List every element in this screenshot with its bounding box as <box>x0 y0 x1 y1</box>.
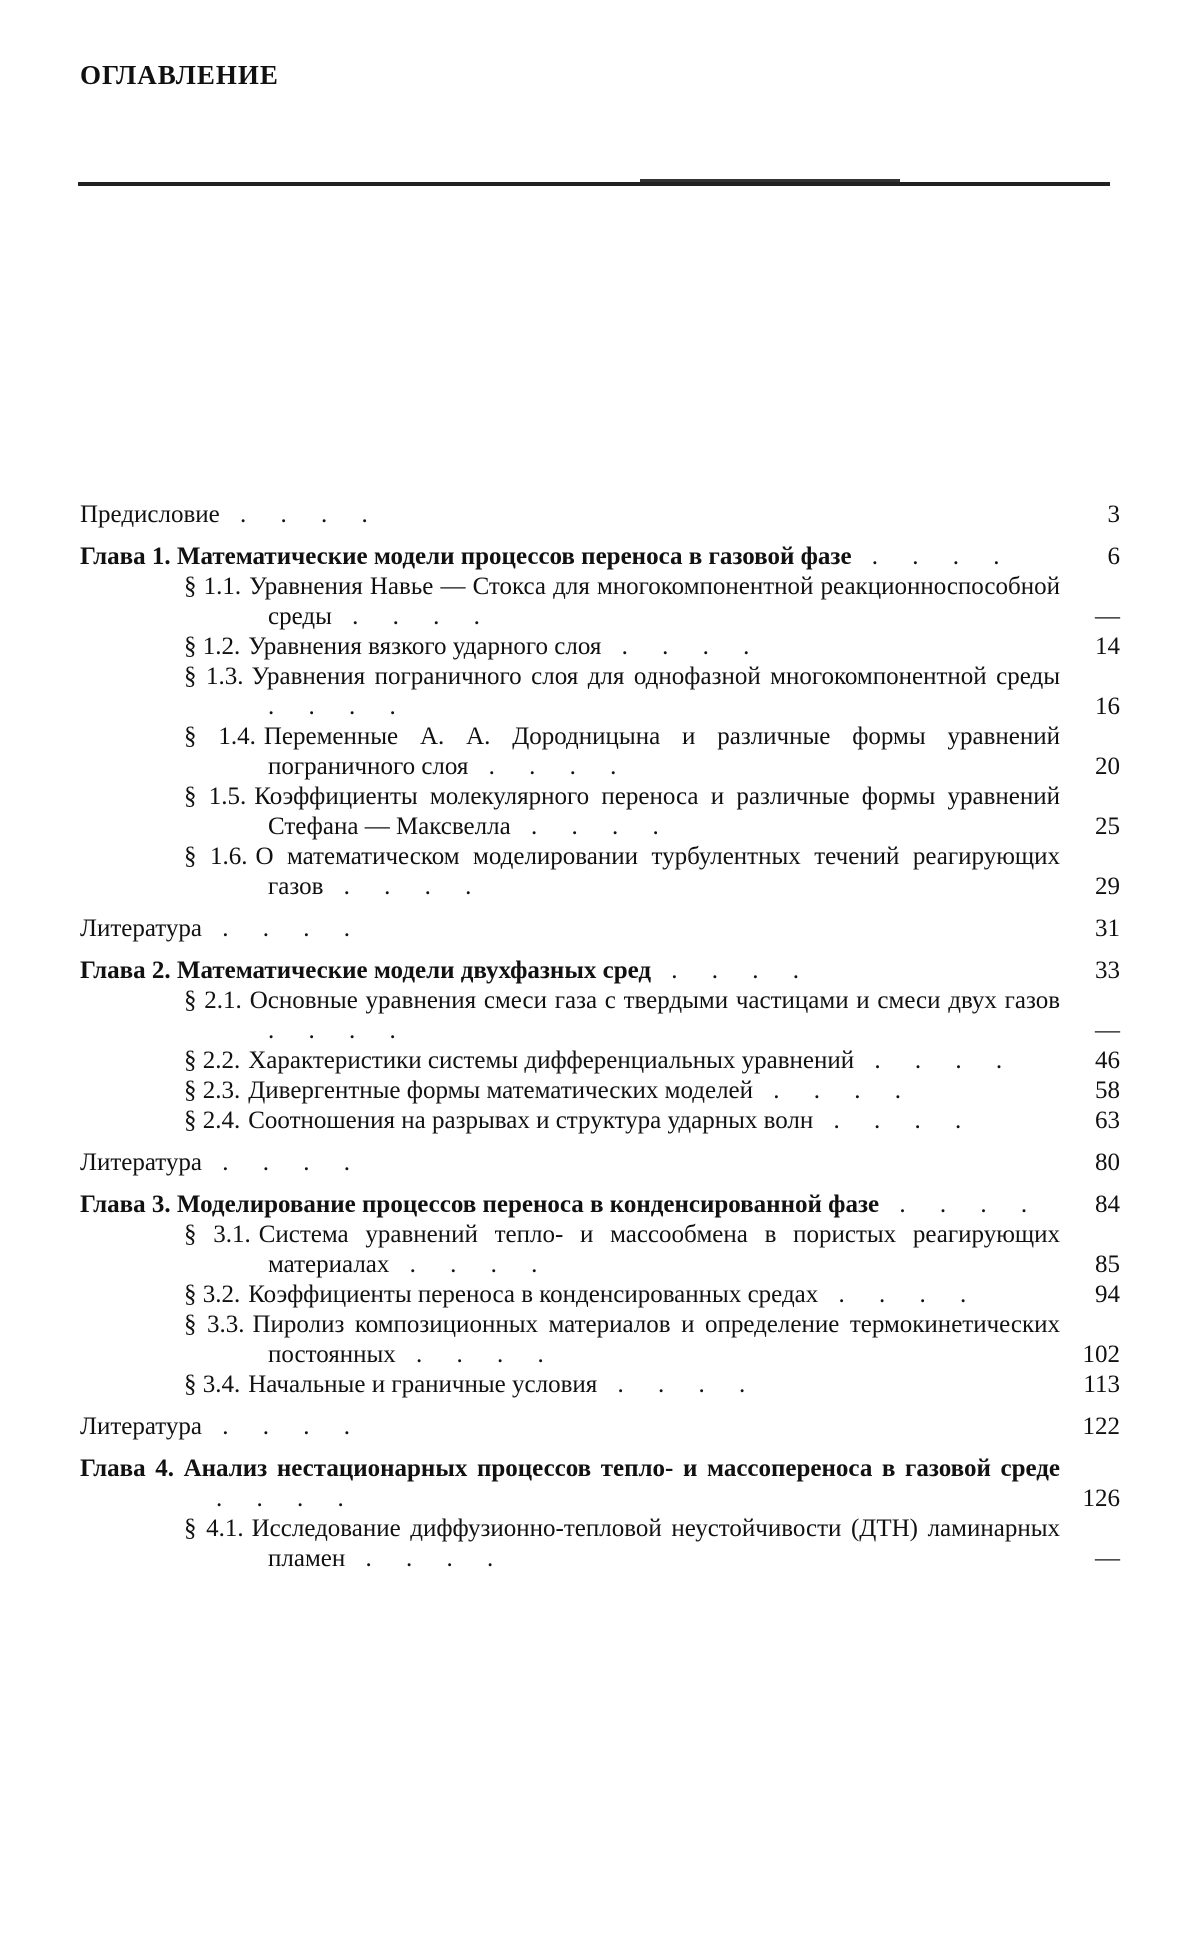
entry-text <box>184 986 1120 1046</box>
entry-gap <box>80 530 1120 542</box>
dot-leader: . . . . <box>854 1047 1017 1074</box>
entry-text <box>80 1190 1120 1220</box>
dot-leader: . . . . <box>818 1281 981 1308</box>
entry-text <box>184 572 1120 632</box>
page-number: 6 <box>1107 543 1120 570</box>
entry-title: Математические модели процессов переноса в газовой фазе <box>176 543 852 570</box>
entry-title: Анализ нестационарных процессов тепло- и массопереноса в газовой среде <box>183 1455 1060 1482</box>
entry-text <box>184 1280 1120 1310</box>
entry-gap <box>80 1136 1120 1148</box>
dot-leader: . . . . <box>468 753 631 780</box>
page-number: 3 <box>1107 501 1120 528</box>
page-number: 46 <box>1095 1047 1120 1074</box>
entry-text <box>184 1514 1120 1574</box>
header-rule <box>78 182 1110 186</box>
page-number: 113 <box>1083 1371 1120 1398</box>
section-number: § 1.5. <box>184 783 247 810</box>
dot-leader: . . . . <box>813 1107 976 1134</box>
toc-section[interactable] <box>80 1370 1120 1400</box>
entry-title: Литература <box>80 915 202 942</box>
entry-text <box>80 1412 1120 1442</box>
page-number: 14 <box>1095 633 1120 660</box>
entry-title: Характеристики системы дифференциальных уравнений <box>248 1047 855 1074</box>
section-number: § 2.2. <box>184 1047 241 1074</box>
chapter-label: Глава 1. <box>80 543 171 570</box>
page-number: 16 <box>1095 693 1120 720</box>
entry-title: О математическом моделировании турбулентных течений реагирующих газов <box>255 843 1060 900</box>
dot-leader: . . . . <box>510 813 673 840</box>
chapter-label: Глава 2. <box>80 957 171 984</box>
section-number: § 2.1. <box>184 987 242 1014</box>
dot-leader: . . . . <box>597 1371 760 1398</box>
toc-section[interactable] <box>80 632 1120 662</box>
toc-chapter[interactable] <box>80 1190 1120 1220</box>
page-number: 126 <box>1082 1485 1120 1512</box>
section-number: § 1.1. <box>184 573 242 600</box>
page-number: 80 <box>1095 1149 1120 1176</box>
toc-section[interactable] <box>80 986 1120 1046</box>
entry-title: Моделирование процессов переноса в конденсированной фазе <box>176 1191 880 1218</box>
page-number: 20 <box>1095 753 1120 780</box>
entry-title: Начальные и граничные условия <box>248 1371 598 1398</box>
entry-text <box>184 1046 1120 1076</box>
entry-title: Система уравнений тепло- и массообмена в пористых реагирующих материалах <box>258 1221 1060 1278</box>
toc-section[interactable] <box>80 782 1120 842</box>
section-number: § 3.4. <box>184 1371 241 1398</box>
page-number: — <box>1095 603 1120 630</box>
page-number: 63 <box>1095 1107 1120 1134</box>
section-number: § 3.1. <box>184 1221 251 1248</box>
toc-entry[interactable] <box>80 500 1120 530</box>
chapter-label: Глава 3. <box>80 1191 171 1218</box>
toc-section[interactable] <box>80 1280 1120 1310</box>
entry-text <box>184 1310 1120 1370</box>
entry-title: Литература <box>80 1413 202 1440</box>
dot-leader: . . . . <box>216 1485 358 1512</box>
section-number: § 3.3. <box>184 1311 245 1338</box>
entry-gap <box>80 944 1120 956</box>
page-number: 122 <box>1082 1413 1120 1440</box>
page-number: 31 <box>1095 915 1120 942</box>
toc-section[interactable] <box>80 1046 1120 1076</box>
dot-leader: . . . . <box>753 1077 916 1104</box>
entry-title: Коэффициенты переноса в конденсированных средах <box>248 1281 819 1308</box>
entry-title: Литература <box>80 1149 202 1176</box>
entry-title: Основные уравнения смеси газа с твердыми частицами и смеси двух газов <box>249 987 1060 1014</box>
entry-title: Коэффициенты молекулярного переноса и различные формы уравнений Стефана — Максвелла <box>254 783 1061 840</box>
entry-gap <box>80 902 1120 914</box>
dot-leader: . . . . <box>323 873 486 900</box>
entry-text <box>80 542 1120 572</box>
dot-leader: . . . . <box>345 1545 508 1572</box>
entry-text <box>80 1148 1120 1178</box>
section-number: § 3.2. <box>184 1281 241 1308</box>
entry-text <box>184 1220 1120 1280</box>
dot-leader: . . . . <box>202 915 364 942</box>
toc-entry[interactable] <box>80 1412 1120 1442</box>
entry-title: Соотношения на разрывах и структура ударных волн <box>248 1107 814 1134</box>
section-number: § 4.1. <box>184 1515 244 1542</box>
section-number: § 1.6. <box>184 843 248 870</box>
entry-text <box>80 914 1120 944</box>
entry-text <box>80 956 1120 986</box>
toc-entry[interactable] <box>80 914 1120 944</box>
dot-leader: . . . . <box>202 1413 364 1440</box>
page-number: 29 <box>1095 873 1120 900</box>
entry-text <box>184 632 1120 662</box>
entry-title: Пиролиз композиционных материалов и определение термокинетических постоянных <box>252 1311 1061 1368</box>
dot-leader: . . . . <box>331 603 494 630</box>
toc-section[interactable] <box>80 842 1120 902</box>
page-number: 33 <box>1095 957 1120 984</box>
dot-leader: . . . . <box>202 1149 364 1176</box>
page-number: 102 <box>1082 1341 1120 1368</box>
entry-text <box>80 1454 1120 1514</box>
toc-entry[interactable] <box>80 1148 1120 1178</box>
section-number: § 1.2. <box>184 633 241 660</box>
section-number: § 1.4. <box>184 723 256 750</box>
toc-section[interactable] <box>80 722 1120 782</box>
dot-leader: . . . . <box>219 501 382 528</box>
entry-text <box>184 782 1120 842</box>
page-number: — <box>1095 1017 1120 1044</box>
entry-text <box>184 662 1120 722</box>
toc-section[interactable] <box>80 1076 1120 1106</box>
dot-leader: . . . . <box>879 1191 1042 1218</box>
dot-leader: . . . . <box>268 1017 410 1044</box>
page-number: 85 <box>1095 1251 1120 1278</box>
page-number: 58 <box>1095 1077 1120 1104</box>
dot-leader: . . . . <box>601 633 764 660</box>
dot-leader: . . . . <box>268 693 410 720</box>
toc-section[interactable] <box>80 572 1120 632</box>
entry-title: Математические модели двухфазных сред <box>176 957 652 984</box>
toc-section[interactable] <box>80 1220 1120 1280</box>
section-number: § 1.3. <box>184 663 244 690</box>
dot-leader: . . . . <box>395 1341 558 1368</box>
toc-chapter[interactable] <box>80 956 1120 986</box>
entry-title: Исследование диффузионно-тепловой неустойчивости (ДТН) ламинарных пламен <box>251 1515 1060 1572</box>
entry-gap <box>80 1442 1120 1454</box>
toc-chapter[interactable] <box>80 542 1120 572</box>
dot-leader: . . . . <box>651 957 814 984</box>
page-number: 84 <box>1095 1191 1120 1218</box>
page-number: 25 <box>1095 813 1120 840</box>
chapter-label: Глава 4. <box>80 1455 174 1482</box>
toc-section[interactable] <box>80 1106 1120 1136</box>
entry-text <box>184 842 1120 902</box>
dot-leader: . . . . <box>851 543 1014 570</box>
toc-section[interactable] <box>80 1514 1120 1574</box>
entry-title: Дивергентные формы математических моделей <box>248 1077 754 1104</box>
toc-section[interactable] <box>80 1310 1120 1370</box>
entry-text <box>184 722 1120 782</box>
entry-text <box>80 500 1120 530</box>
table-of-contents <box>80 500 1120 1574</box>
entry-text <box>184 1106 1120 1136</box>
section-number: § 2.3. <box>184 1077 241 1104</box>
entry-text <box>184 1370 1120 1400</box>
toc-chapter[interactable] <box>80 1454 1120 1514</box>
section-number: § 2.4. <box>184 1107 241 1134</box>
toc-section[interactable] <box>80 662 1120 722</box>
entry-gap <box>80 1400 1120 1412</box>
dot-leader: . . . . <box>389 1251 552 1278</box>
page-number: 94 <box>1095 1281 1120 1308</box>
page-heading: ОГЛАВЛЕНИЕ <box>80 60 279 90</box>
entry-title: Предисловие <box>80 501 220 528</box>
entry-gap <box>80 1178 1120 1190</box>
entry-title: Уравнения Навье — Стокса для многокомпонентной реакционноспособной среды <box>249 573 1060 630</box>
entry-text <box>184 1076 1120 1106</box>
page-number: — <box>1095 1545 1120 1572</box>
entry-title: Уравнения вязкого ударного слоя <box>248 633 602 660</box>
entry-title: Переменные А. А. Дородницына и различные формы уравнений пограничного слоя <box>263 723 1060 780</box>
entry-title: Уравнения пограничного слоя для однофазной многокомпонентной среды <box>251 663 1060 690</box>
header-rule-accent <box>640 179 900 182</box>
